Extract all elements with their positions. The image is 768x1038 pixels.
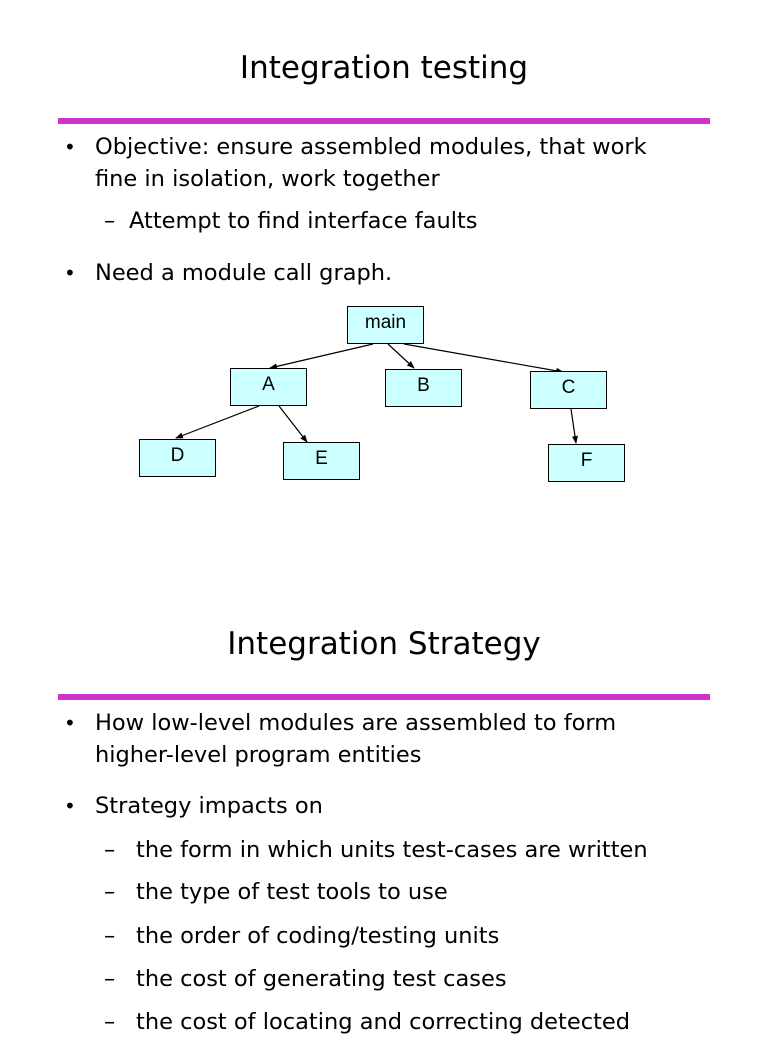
bullet-symbol: • xyxy=(64,794,76,818)
slide-integration-strategy xyxy=(0,580,768,1035)
bullet-assembly-line1: How low-level modules are assembled to form xyxy=(95,710,617,736)
dash-symbol: – xyxy=(104,208,116,234)
edge-main-a xyxy=(270,344,373,368)
title-divider xyxy=(58,694,710,700)
node-f: F xyxy=(548,444,625,482)
sub-item-cost-locating: the cost of locating and correcting detected xyxy=(136,1009,631,1035)
bullet-symbol: • xyxy=(64,261,76,285)
node-e: E xyxy=(283,442,360,480)
sub-bullet-interface-faults: Attempt to find interface faults xyxy=(129,208,478,234)
edge-main-c xyxy=(404,344,563,372)
bullet-symbol: • xyxy=(64,135,76,159)
bullet-call-graph: Need a module call graph. xyxy=(95,260,393,286)
dash-symbol: – xyxy=(104,837,116,863)
slide-title: Integration testing xyxy=(239,50,529,86)
node-c: C xyxy=(530,371,607,409)
dash-symbol: – xyxy=(104,923,116,949)
bullet-assembly-line2: higher-level program entities xyxy=(95,742,422,768)
edge-a-e xyxy=(279,406,307,442)
dash-symbol: – xyxy=(104,1009,116,1035)
slide-title: Integration Strategy xyxy=(227,626,541,662)
node-main: main xyxy=(347,306,424,344)
edge-main-b xyxy=(388,344,414,368)
bullet-objective-line2: fine in isolation, work together xyxy=(95,166,440,192)
bullet-objective-line1: Objective: ensure assembled modules, that work xyxy=(95,134,647,160)
node-b: B xyxy=(385,369,462,407)
node-d: D xyxy=(139,439,216,477)
bullet-symbol: • xyxy=(64,711,76,735)
sub-item-cost-generating: the cost of generating test cases xyxy=(136,966,507,992)
dash-symbol: – xyxy=(104,879,116,905)
sub-item-test-tools: the type of test tools to use xyxy=(136,879,448,905)
bullet-strategy-impacts: Strategy impacts on xyxy=(95,793,323,819)
sub-item-order: the order of coding/testing units xyxy=(136,923,500,949)
dash-symbol: – xyxy=(104,966,116,992)
edge-a-d xyxy=(176,406,259,438)
sub-item-test-cases-form: the form in which units test-cases are written xyxy=(136,837,648,863)
edge-c-f xyxy=(571,409,576,443)
node-a: A xyxy=(230,368,307,406)
